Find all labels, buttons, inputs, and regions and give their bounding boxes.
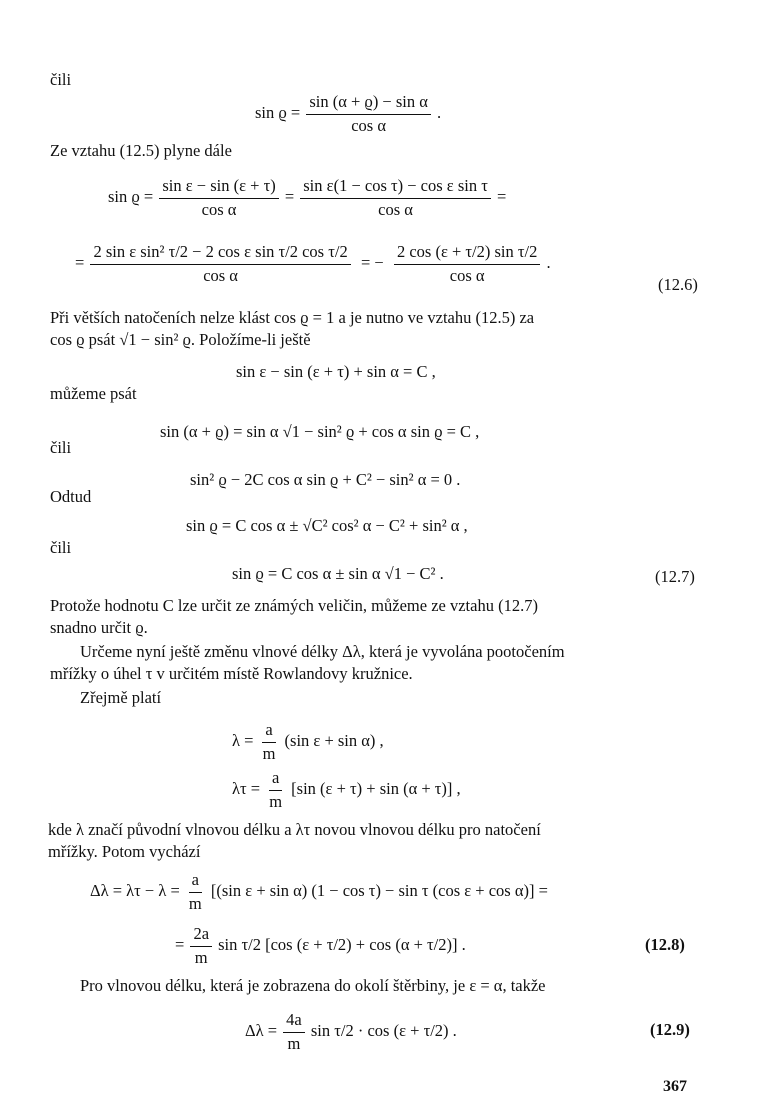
text-pro-vlnovou: Pro vlnovou délku, která je zobrazena do okolí štěrbiny, je ε = α, takže: [80, 976, 546, 995]
eq11-lhs: Δλ = λτ − λ =: [90, 880, 180, 900]
eq10-fraction: [266, 768, 285, 812]
eq3-fraction-a: [90, 242, 350, 286]
text-kde-line2: mřížky. Potom vychází: [48, 842, 201, 861]
eq11-denominator: m: [188, 893, 202, 913]
equation-number-12-8: (12.8): [645, 935, 685, 954]
eq3-numerator-a: 2 sin ε sin² τ/2 − 2 cos ε sin τ/2 cos τ/2: [90, 242, 350, 265]
text-pri-vetsich-line1: Při větších natočeních nelze klást cos ϱ = 1 a je nutno ve vztahu (12.5) za: [50, 308, 535, 327]
eq2-fraction-b: [300, 176, 491, 220]
equation-9: [232, 720, 384, 764]
eq10-rhs: [sin (ε + τ) + sin (α + τ)] ,: [291, 778, 461, 798]
eq13-denominator: m: [287, 1033, 301, 1053]
equation-7: sin ϱ = C cos α ± √C² cos² α − C² + sin² α ,: [186, 516, 468, 535]
text-cili-1: čili: [50, 70, 72, 89]
eq10-denominator: m: [269, 791, 283, 811]
eq12-rhs: sin τ/2 [cos (ε + τ/2) + cos (α + τ/2)] .: [218, 934, 466, 954]
eq3-numerator-b: 2 cos (ε + τ/2) sin τ/2: [394, 242, 540, 265]
eq2-denominator-b: cos α: [378, 199, 413, 219]
text-odtud: Odtud: [50, 487, 92, 506]
eq1-fraction: [306, 92, 431, 136]
eq2-denominator-a: cos α: [201, 199, 237, 219]
eq11-rhs: [(sin ε + sin α) (1 − cos τ) − sin τ (cos ε + cos α)] =: [210, 880, 548, 900]
eq1-numerator: sin (α + ϱ) − sin α: [306, 92, 431, 115]
equation-5: sin (α + ϱ) = sin α √1 − sin² ϱ + cos α sin ϱ = C ,: [160, 422, 480, 441]
text-pri-vetsich-line2: cos ϱ psát √1 − sin² ϱ. Položíme-li ještě: [50, 330, 311, 349]
eq9-fraction: [260, 720, 279, 764]
eq11-numerator: a: [189, 870, 202, 893]
text-ze-vztahu: Ze vztahu (12.5) plyne dále: [50, 141, 232, 160]
equation-13: [245, 1010, 457, 1054]
equation-12: = $\frac{2a}{m}$ sin τ/2 [cos (ε + τ/2) + cos (α + τ/2)] .: [175, 924, 466, 967]
eq3-denominator-b: cos α: [449, 265, 485, 285]
eq12-numerator: 2a: [190, 924, 212, 947]
equation-3: = $\frac{\text{2 sin ε sin² τ/2 − 2 cos ε sin τ/2 cos τ/2}}{\text{cos α}}$ = − $\frac{\text{2 cos (ε + τ/2) sin τ/2}}{\text{cos α}}$ .: [75, 242, 551, 285]
text-kde-line1: kde λ značí původní vlnovou délku a λτ novou vlnovou délku pro natočení: [48, 820, 541, 839]
equation-number-12-7: (12.7): [655, 567, 695, 586]
eq13-numerator: 4a: [283, 1010, 305, 1033]
equation-2: sin ϱ = $\frac{\text{sin ε − sin (ε + τ)}}{\text{cos α}}$ = $\frac{\text{sin ε(1 − cos τ) − cos ε sin τ}}{\text{cos α}}$ =: [108, 176, 507, 219]
eq2-lhs: sin ϱ =: [108, 186, 154, 206]
eq9-rhs: (sin ε + sin α) ,: [284, 730, 384, 750]
text-protoze-line1: Protože hodnotu C lze určit ze známých veličin, můžeme ze vztahu (12.7): [50, 596, 538, 615]
equation-number-12-6: (12.6): [658, 275, 698, 294]
equation-4: sin ε − sin (ε + τ) + sin α = C ,: [236, 362, 436, 381]
equation-1: sin ϱ = $\frac{\text{sin (α + ϱ) − sin α}}{\text{cos α}}$ .: [255, 92, 442, 135]
equation-6: sin² ϱ − 2C cos α sin ϱ + C² − sin² α = 0 .: [190, 470, 461, 489]
eq12-denominator: m: [194, 947, 208, 967]
eq10-numerator: a: [269, 768, 282, 791]
page-number: 367: [663, 1078, 687, 1095]
equation-number-12-9: (12.9): [650, 1020, 690, 1039]
equation-10: [232, 768, 461, 812]
text-protoze-line2: snadno určit ϱ.: [50, 618, 148, 637]
eq13-fraction: [283, 1010, 305, 1054]
eq13-lhs: Δλ =: [245, 1020, 278, 1040]
eq9-lhs: λ =: [232, 730, 254, 750]
equation-11: [90, 870, 548, 914]
eq2-numerator-b: sin ε(1 − cos τ) − cos ε sin τ: [300, 176, 491, 199]
eq9-numerator: a: [262, 720, 275, 743]
eq3-denominator-a: cos α: [203, 265, 238, 285]
eq2-numerator-a: sin ε − sin (ε + τ): [159, 176, 278, 199]
eq9-denominator: m: [262, 743, 276, 763]
text-cili-3: čili: [50, 538, 72, 557]
text-muzeme-psat: můžeme psát: [50, 384, 137, 403]
eq2-fraction-a: [159, 176, 278, 220]
eq10-lhs: λτ =: [232, 778, 261, 798]
text-urceme-line1: Určeme nyní ještě změnu vlnové délky Δλ, která je vyvolána pootočením: [80, 642, 565, 661]
equation-8: sin ϱ = C cos α ± sin α √1 − C² .: [232, 564, 444, 583]
eq11-fraction: [186, 870, 205, 914]
text-zrejme: Zřejmě platí: [80, 688, 162, 707]
eq13-rhs: sin τ/2 · cos (ε + τ/2) .: [310, 1020, 457, 1040]
text-urceme-line2: mřížky o úhel τ v určitém místě Rowlandovy kružnice.: [50, 664, 413, 683]
eq12-fraction: [190, 924, 212, 968]
eq1-denominator: cos α: [351, 115, 386, 135]
eq3-fraction-b: [394, 242, 540, 286]
text-cili-2: čili: [50, 438, 72, 457]
eq1-lhs: sin ϱ =: [255, 102, 301, 122]
